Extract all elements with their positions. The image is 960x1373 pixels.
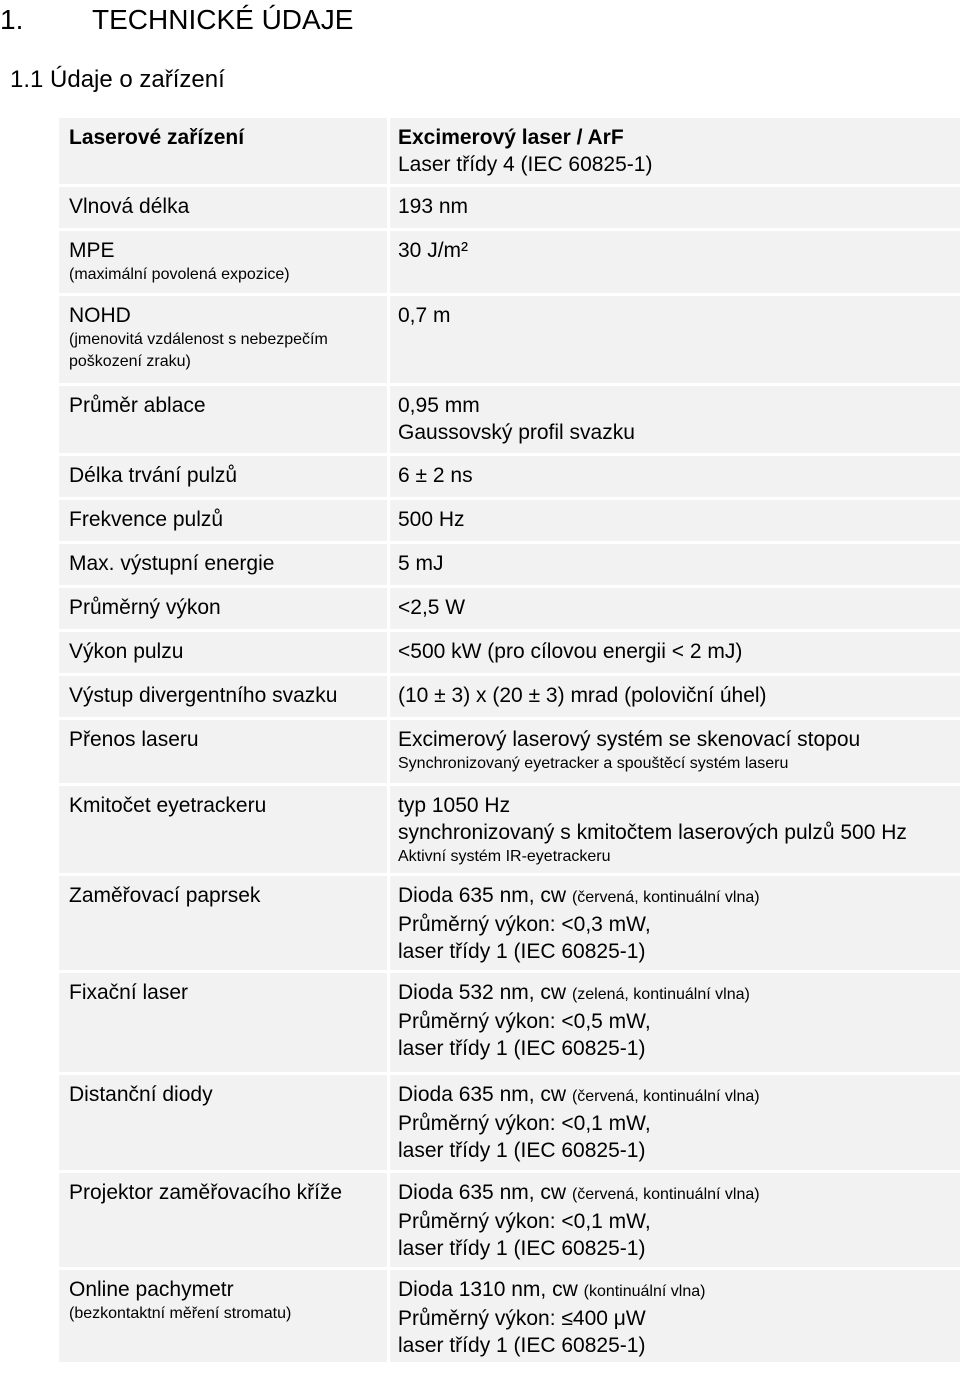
row-value: Dioda 635 nm, cw <box>398 1083 567 1106</box>
table-row <box>59 720 960 783</box>
row-value: 30 J/m² <box>398 239 469 262</box>
row-value: Průměrný výkon: ≤400 μW <box>398 1307 646 1330</box>
section-title: TECHNICKÉ ÚDAJE <box>92 4 354 35</box>
label-cell <box>59 456 387 497</box>
value-cell <box>390 588 960 629</box>
table-row <box>59 296 960 383</box>
label-cell <box>59 1173 387 1267</box>
row-value-note: (červená, kontinuální vlna) <box>571 889 760 906</box>
row-label: NOHD <box>69 304 131 327</box>
row-label: Přenos laseru <box>69 728 199 751</box>
value-cell <box>390 544 960 585</box>
row-label: Výkon pulzu <box>69 640 184 663</box>
table-row <box>59 588 960 629</box>
row-value-note: (červená, kontinuální vlna) <box>571 1186 760 1203</box>
table-row <box>59 876 960 970</box>
row-label: Distanční diody <box>69 1083 213 1106</box>
row-value: synchronizovaný s kmitočtem laserových pulzů 500 Hz <box>398 821 907 844</box>
row-value-note: Aktivní systém IR-eyetrackeru <box>398 848 611 865</box>
value-cell <box>390 187 960 228</box>
row-label-note: (maximální povolená expozice) <box>69 266 290 283</box>
row-label: Kmitočet eyetrackeru <box>69 794 267 817</box>
row-value: laser třídy 1 (IEC 60825-1) <box>398 1237 646 1260</box>
row-value: Dioda 635 nm, cw <box>398 884 567 907</box>
value-cell <box>390 118 960 184</box>
label-cell <box>59 676 387 717</box>
row-value: Dioda 532 nm, cw <box>398 981 567 1004</box>
row-value: laser třídy 1 (IEC 60825-1) <box>398 1334 646 1357</box>
table-row <box>59 1173 960 1267</box>
row-value: Průměrný výkon: <0,1 mW, <box>398 1210 651 1233</box>
row-label: Délka trvání pulzů <box>69 464 238 487</box>
row-label-note: (bezkontaktní měření stromatu) <box>69 1305 292 1322</box>
subsection-heading: 1.1 Údaje o zařízení <box>10 66 225 93</box>
row-label: Zaměřovací paprsek <box>69 884 261 907</box>
label-cell <box>59 632 387 673</box>
row-value: laser třídy 1 (IEC 60825-1) <box>398 940 646 963</box>
row-value: Průměrný výkon: <0,3 mW, <box>398 913 651 936</box>
label-cell <box>59 1270 387 1362</box>
table-row <box>59 1270 960 1362</box>
value-cell <box>390 720 960 783</box>
value-cell <box>390 1173 960 1267</box>
label-cell <box>59 231 387 293</box>
row-value: Průměrný výkon: <0,5 mW, <box>398 1010 651 1033</box>
row-label: Frekvence pulzů <box>69 508 224 531</box>
row-value: typ 1050 Hz <box>398 794 511 817</box>
row-value: laser třídy 1 (IEC 60825-1) <box>398 1139 646 1162</box>
value-cell <box>390 876 960 970</box>
row-label-note: (jmenovitá vzdálenost s nebezpečím <box>69 331 328 348</box>
row-value: (10 ± 3) x (20 ± 3) mrad (poloviční úhel) <box>398 684 767 707</box>
table-row <box>59 973 960 1072</box>
table-row <box>59 118 960 184</box>
row-value: 0,95 mm <box>398 394 480 417</box>
row-label: Fixační laser <box>69 981 189 1004</box>
row-value: 6 ± 2 ns <box>398 464 473 487</box>
row-value: Excimerový laserový systém se skenovací stopou <box>398 728 861 751</box>
row-value: 0,7 m <box>398 304 451 327</box>
value-cell <box>390 500 960 541</box>
label-cell <box>59 187 387 228</box>
table-row <box>59 632 960 673</box>
label-cell <box>59 296 387 383</box>
label-cell <box>59 1075 387 1170</box>
row-value-note: Synchronizovaný eyetracker a spouštěcí systém laseru <box>398 755 789 772</box>
label-cell <box>59 876 387 970</box>
row-label: Průměrný výkon <box>69 596 221 619</box>
row-value-note: (zelená, kontinuální vlna) <box>571 986 750 1003</box>
value-cell <box>390 386 960 453</box>
table-row <box>59 544 960 585</box>
label-cell <box>59 588 387 629</box>
row-value: 5 mJ <box>398 552 444 575</box>
label-cell <box>59 786 387 873</box>
value-cell <box>390 296 960 383</box>
row-value-note: (červená, kontinuální vlna) <box>571 1088 760 1105</box>
row-value: Laser třídy 4 (IEC 60825-1) <box>398 153 653 176</box>
row-label: Průměr ablace <box>69 394 206 417</box>
row-value: Dioda 1310 nm, cw <box>398 1278 578 1301</box>
row-label: Vlnová délka <box>69 195 190 218</box>
table-row <box>59 676 960 717</box>
table-row <box>59 386 960 453</box>
section-number: 1. <box>0 4 24 35</box>
table-row <box>59 456 960 497</box>
value-cell <box>390 231 960 293</box>
row-label: MPE <box>69 239 115 262</box>
row-label: Výstup divergentního svazku <box>69 684 338 707</box>
row-value: <500 kW (pro cílovou energii < 2 mJ) <box>398 640 743 663</box>
table-row <box>59 500 960 541</box>
row-label: Max. výstupní energie <box>69 552 275 575</box>
row-value: laser třídy 1 (IEC 60825-1) <box>398 1037 646 1060</box>
table-row <box>59 231 960 293</box>
value-cell <box>390 676 960 717</box>
value-cell <box>390 456 960 497</box>
row-label-note: poškození zraku) <box>69 353 191 370</box>
value-cell <box>390 973 960 1072</box>
value-cell <box>390 1075 960 1170</box>
row-label: Laserové zařízení <box>69 126 245 149</box>
label-cell <box>59 386 387 453</box>
table-row <box>59 1075 960 1170</box>
row-value: <2,5 W <box>398 596 466 619</box>
row-value: Dioda 635 nm, cw <box>398 1181 567 1204</box>
row-value: 193 nm <box>398 195 469 218</box>
row-value: Gaussovský profil svazku <box>398 421 635 444</box>
device-specs-table <box>59 118 960 1365</box>
value-cell <box>390 786 960 873</box>
row-value: 500 Hz <box>398 508 465 531</box>
table-row <box>59 187 960 228</box>
label-cell <box>59 973 387 1072</box>
label-cell <box>59 720 387 783</box>
row-label: Projektor zaměřovacího kříže <box>69 1181 343 1204</box>
row-value: Excimerový laser / ArF <box>398 126 624 149</box>
label-cell <box>59 544 387 585</box>
row-label: Online pachymetr <box>69 1278 234 1301</box>
label-cell <box>59 118 387 184</box>
row-value-note: (kontinuální vlna) <box>583 1283 706 1300</box>
value-cell <box>390 632 960 673</box>
table-row <box>59 786 960 873</box>
row-value: Průměrný výkon: <0,1 mW, <box>398 1112 651 1135</box>
value-cell <box>390 1270 960 1362</box>
label-cell <box>59 500 387 541</box>
